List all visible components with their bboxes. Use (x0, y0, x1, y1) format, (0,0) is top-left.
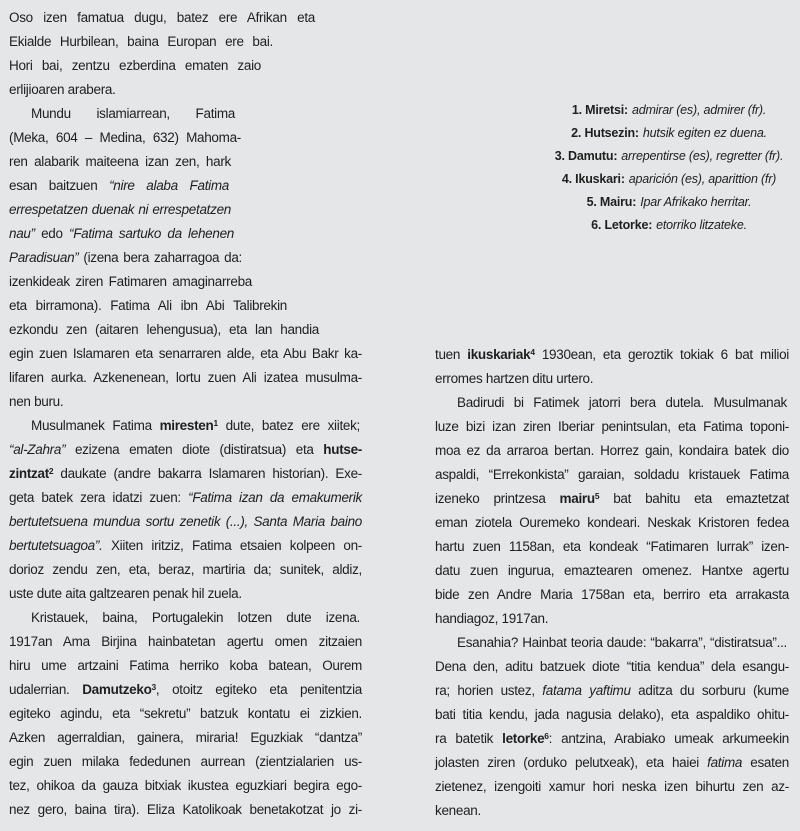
text-run: edo (34, 226, 69, 241)
text-run: “Fatima sartuko da lehenen (69, 226, 234, 241)
text-run: nau” (9, 226, 35, 241)
text-run: handiagoz, 1917an. (435, 611, 549, 626)
definition-term: 5. Mairu: (586, 195, 637, 209)
text-line (9, 6, 315, 30)
text-line (9, 318, 319, 342)
text-line (9, 174, 229, 198)
text-line (435, 607, 789, 631)
text-line (9, 438, 362, 462)
text-line (435, 679, 789, 703)
text-run: tez, ohikoa da gauza bitxiak ikustea eguzkiari begira ego- (9, 778, 362, 793)
definition-text: aparición (es), aparittion (fr) (628, 172, 777, 186)
text-run: Damutzeko (82, 682, 152, 697)
definition-text: hutsik egiten ez duena. (642, 126, 767, 140)
definition-item (543, 214, 795, 237)
text-run: Hori bai, zentzu ezberdina ematen zaio (9, 58, 261, 73)
text-run: Kristauek, baina, Portugalekin lotzen dute izena. (31, 610, 360, 625)
text-run: erlijioaren arabera. (9, 82, 116, 97)
text-run: “al-Zahra” (9, 442, 66, 457)
text-run: 6 (544, 731, 549, 742)
text-line (435, 487, 789, 511)
text-run: dorioz zendu zen, eta, beraz, martiria da; sunitek, aldiz, (9, 562, 362, 577)
text-line (9, 462, 362, 486)
text-line (9, 102, 235, 126)
right-text-column (435, 343, 789, 823)
text-line (435, 343, 789, 367)
text-run: 1930ean, eta geroztik tokiak 6 bat milioi (534, 347, 789, 362)
text-run: ezkondu zen (aitaren lehengusua), eta lan handia (9, 322, 319, 337)
text-line (9, 534, 362, 558)
text-line (435, 583, 789, 607)
text-run: “Fatima izan da emakumerik (188, 490, 363, 505)
definition-item (543, 168, 795, 191)
text-line (9, 390, 362, 414)
text-run: datu zuen ingurua, emaztearen omenez. Hantxe agertu (435, 563, 789, 578)
text-run: ikuskariak (467, 347, 531, 362)
text-run: daukate (andre bakarra Islamaren historian). Exe- (53, 466, 362, 481)
text-run: egin zuen milaka fededunen aurrean (zientzialarien us- (9, 754, 362, 769)
text-line (435, 535, 789, 559)
text-run: errespetatzen duenak ni errespetatzen (9, 202, 231, 217)
definition-term: 4. Ikuskari: (561, 172, 625, 186)
definition-text: admirar (es), admirer (fr). (631, 103, 767, 117)
text-run: erromes hartzen ditu urtero. (435, 371, 594, 386)
definition-text: Ipar Afrikako herritar. (640, 195, 752, 209)
text-line (9, 270, 252, 294)
text-line (9, 294, 287, 318)
text-line (435, 703, 789, 727)
text-run: mairu (559, 491, 595, 506)
text-line (9, 678, 362, 702)
text-line (435, 463, 789, 487)
text-run: lifaren aurka. Azkenenean, lortu zuen Ali izatea musulma- (9, 370, 362, 385)
text-run: zietenez, izengoiti xamur hori neska izen bihurtu zen az- (435, 779, 789, 794)
text-line (435, 631, 787, 655)
text-run: dute, batez ere xiitek; (217, 418, 361, 433)
text-run: nen buru. (9, 394, 64, 409)
text-run: hiru ume artzaini Fatima herriko koba batean, Ourem (9, 658, 362, 673)
definition-term: 3. Damutu: (554, 149, 618, 163)
text-run: Oso izen famatua dugu, batez ere Afrikan eta (9, 10, 315, 25)
text-line (435, 439, 789, 463)
definition-text: arrepentirse (es), regretter (fr). (621, 149, 784, 163)
glossary-definitions-box (543, 99, 795, 237)
text-run: Xiiten iritziz, Fatima etsaien kolpeen on- (102, 538, 362, 553)
text-run: Musulmanek Fatima (31, 418, 160, 433)
definition-item (543, 99, 795, 122)
text-run: 1 (213, 418, 218, 429)
text-run: izeneko printzesa (435, 491, 560, 506)
text-run: Dena den, aditu batzuek diote “titia kendua” dela esangu- (435, 659, 789, 674)
text-line (9, 222, 234, 246)
text-line (435, 415, 789, 439)
definition-term: 6. Letorke: (591, 218, 653, 232)
text-run: Ekialde Hurbilean, baina Europan ere bai. (9, 34, 273, 49)
text-run: ra; horien ustez, (435, 683, 543, 698)
text-run: bertutetsuagoa”. (9, 538, 103, 553)
text-run: miresten (159, 418, 214, 433)
text-line (9, 798, 362, 822)
text-line (9, 54, 261, 78)
text-line (9, 702, 362, 726)
text-run: , otoitz egiteko eta penitentzia (155, 682, 362, 697)
text-run: aspaldi, “Errekonkista” garaian, soldadu kristauek Fatima (435, 467, 789, 482)
text-run: ren alabarik maiteena izan zen, hark (9, 154, 231, 169)
text-run: geta batek zera idatzi zuen: (9, 490, 189, 505)
text-line (435, 511, 789, 535)
text-run: tuen (435, 347, 468, 362)
text-line (9, 558, 362, 582)
text-run: 4 (530, 347, 535, 358)
text-run: 5 (594, 491, 600, 502)
text-run: bertutetsuena mundua sortu zenetik (...), Santa Maria baino (9, 514, 362, 529)
text-line (9, 30, 273, 54)
definition-item (543, 191, 795, 214)
text-run: eta birramona). Fatima Ali ibn Abi Talibrekin (9, 298, 287, 313)
text-line (435, 655, 789, 679)
text-run: (izena bera zaharragoa da: (78, 250, 242, 265)
text-run: Badirudi bi Fatimek jatorri bera dutela. Musulmanak (457, 395, 787, 410)
text-run: hartu zuen 1158an, eta kondeak “Fatimaren lurrak” izen- (435, 539, 789, 554)
text-line (9, 582, 362, 606)
text-run: jolasten ziren (orduko pelutxeak), eta haiei (435, 755, 708, 770)
text-run: : antzina, Arabiako umeak arkumeekin (548, 731, 790, 746)
text-run: “nire alaba Fatima (109, 178, 229, 193)
text-run: fatama yaftimu (542, 683, 631, 698)
text-run: hutse- (323, 442, 362, 457)
text-line (9, 342, 362, 366)
text-line (9, 150, 231, 174)
text-run: 3 (151, 682, 156, 693)
text-run: nez gero, baina tira). Eliza Katolikoak benetakotzat jo zi- (9, 802, 362, 817)
text-run: kenean. (435, 803, 481, 818)
text-line (9, 246, 242, 270)
text-line (9, 78, 362, 102)
text-line (9, 126, 241, 150)
text-line (435, 559, 789, 583)
text-run: uste dute aita galtzearen penak hil zuela. (9, 586, 242, 601)
text-run: egin zuen Islamaren eta senarraren alde, eta Abu Bakr ka- (9, 346, 362, 361)
text-run: zintzat (9, 466, 49, 481)
text-line (9, 486, 362, 510)
text-line (9, 726, 362, 750)
text-run: luze bizi izan ziren Iberiar penintsulan, eta Fatima toponi- (435, 419, 789, 434)
text-line (9, 774, 362, 798)
text-run: esan baitzuen (9, 178, 110, 193)
text-run: bat bahitu eta emaztetzat (599, 491, 789, 506)
text-line (435, 367, 789, 391)
text-line (435, 751, 789, 775)
definition-term: 2. Hutsezin: (571, 126, 639, 140)
left-text-column (9, 6, 362, 822)
text-line (9, 510, 362, 534)
text-line (435, 391, 787, 415)
text-run: bati titia kendu, jada nagusia delako), eta aspaldiko ohitu- (435, 707, 789, 722)
text-run: Paradisuan” (9, 250, 79, 265)
text-run: Esanahia? Hainbat teoria daude: “bakarra”, “distiratsua”... (457, 635, 787, 650)
definition-text: etorriko litzateke. (656, 218, 747, 232)
text-run: esaten (742, 755, 789, 770)
text-run: 2 (48, 466, 54, 477)
definition-item (543, 145, 795, 168)
text-run: (Meka, 604 – Medina, 632) Mahoma- (9, 130, 241, 145)
text-run: ra batetik (435, 731, 503, 746)
text-line (9, 606, 360, 630)
text-run: 1917an Ama Birjina hainbatetan agertu omen zitzaien (9, 634, 362, 649)
text-run: eman ziotela Ouremeko kondeari. Neskak Kristoren fedea (435, 515, 789, 530)
text-run: udalerrian. (9, 682, 83, 697)
text-run: egiteko agindu, eta “sekretu” batzuk kontatu ei zizkien. (9, 706, 362, 721)
text-line (9, 750, 362, 774)
text-line (9, 654, 362, 678)
text-run: letorke (502, 731, 545, 746)
text-run: Azken agerraldian, gainera, miraria! Eguzkiak “dantza” (9, 730, 362, 745)
definition-item (543, 122, 795, 145)
text-line (9, 414, 360, 438)
text-run: ezizena ematen diote (distiratsua) eta (65, 442, 324, 457)
text-run: aditza du sorburu (kume (630, 683, 789, 698)
text-run: izenkideak ziren Fatimaren amaginarreba (9, 274, 252, 289)
text-run: bide zen Andre Maria 1758an eta, berriro eta arrakasta (435, 587, 789, 602)
text-line (9, 198, 231, 222)
text-run: Mundu islamiarrean, Fatima (31, 106, 235, 121)
text-run: fatima (707, 755, 743, 770)
text-line (9, 630, 362, 654)
text-line (435, 799, 789, 823)
text-run: moa ez da arraroa bertan. Horrez gain, kondaira batek dio (435, 443, 789, 458)
definition-term: 1. Miretsi: (571, 103, 628, 117)
text-line (435, 775, 789, 799)
text-line (435, 727, 789, 751)
text-line (9, 366, 362, 390)
